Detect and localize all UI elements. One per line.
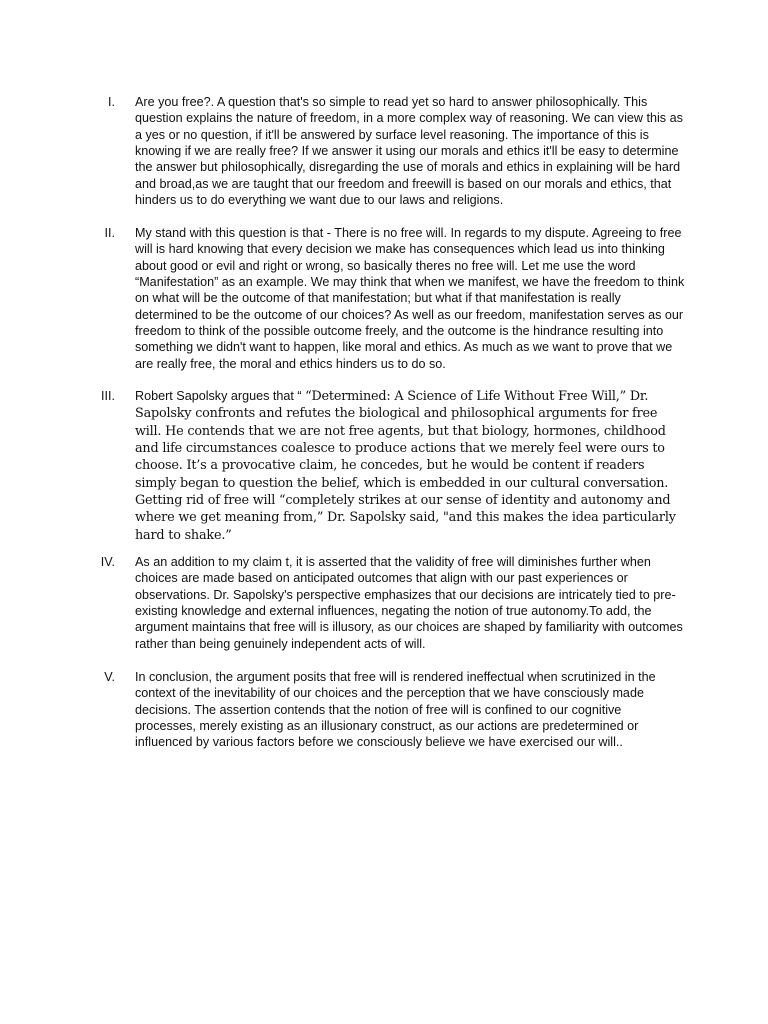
paragraph <box>135 388 685 544</box>
list-numeral: IV. <box>100 555 115 569</box>
list-numeral: V. <box>104 670 115 684</box>
paragraph: In conclusion, the argument posits that free will is rendered ineffectual when scrutinized in the context of the inevitability of our choices and the perception that we have consciously made decisions. The assertion contends that the notion of free will is confined to our cognitive processes, merely existing as an illusionary construct, as our actions are predetermined or influenced by various factors before we consciously believe we have exercised our will.. <box>135 670 656 750</box>
paragraph: As an addition to my claim t, it is asserted that the validity of free will diminishes further when choices are made based on anticipated outcomes that align with our past experiences or observations. Dr. Sapolsky's perspective emphasizes that our decisions are intricately tied to pre-existing knowledge and external influences, negating the notion of true autonomy.To add, the argument maintains that free will is illusory, as our choices are shaped by familiarity with outcomes rather than being genuinely independent acts of will. <box>135 555 683 651</box>
list-numeral: II. <box>104 226 115 240</box>
paragraph: Are you free?. A question that's so simple to read yet so hard to answer philosophically. This question explains the nature of freedom, in a more complex way of reasoning. We can view this as a yes or no question, if it'll be answered by surface level reasoning. The importance of this is knowing if we are really free? If we answer it using our morals and ethics it'll be easy to determine the answer but philosophically, disregarding the use of morals and ethics in explaining will be hard and broad,as we are taught that our freedom and freewill is based on our morals and ethics, that hinders us to do everything we want due to our laws and religions. <box>135 95 683 208</box>
quoted-passage: “Determined: A Science of Life Without Free Will,” Dr. Sapolsky confronts and refutes the biological and philosophical arguments for free will. He contends that we are not free agents, but that biology, hormones, childhood and life circumstances coalesce to produce actions that we merely feel were ours to choose. It’s a provocative claim, he concedes, but he would be content if readers simply began to question the belief, which is embedded in our cultural conversation. Getting rid of free will “completely strikes at our sense of identity and autonomy and where we get meaning from,” Dr. Sapolsky said, "and this makes the idea particularly hard to shake.” <box>135 389 676 543</box>
list-numeral: I. <box>108 95 115 109</box>
paragraph-lead: Robert Sapolsky argues that “ <box>135 389 306 403</box>
list-numeral: III. <box>101 389 115 403</box>
paragraph: My stand with this question is that - There is no free will. In regards to my dispute. Agreeing to free will is hard knowing that every decision we make has consequences which lead us into thinking about good or evil and right or wrong, so basically theres no free will. Let me use the word “Manifestation” as an example. We may think that when we manifest, we have the freedom to think on what will be the outcome of that manifestation; but what if that manifestation is really determined to be the outcome of our choices? As well as our freedom, manifestation serves as our freedom to think of the possible outcome freely, and the outcome is the hindrance resulting into something we didn't want to happen, like moral and ethics. As much as we want to prove that we are really free, the moral and ethics hinders us to do so. <box>135 226 685 371</box>
